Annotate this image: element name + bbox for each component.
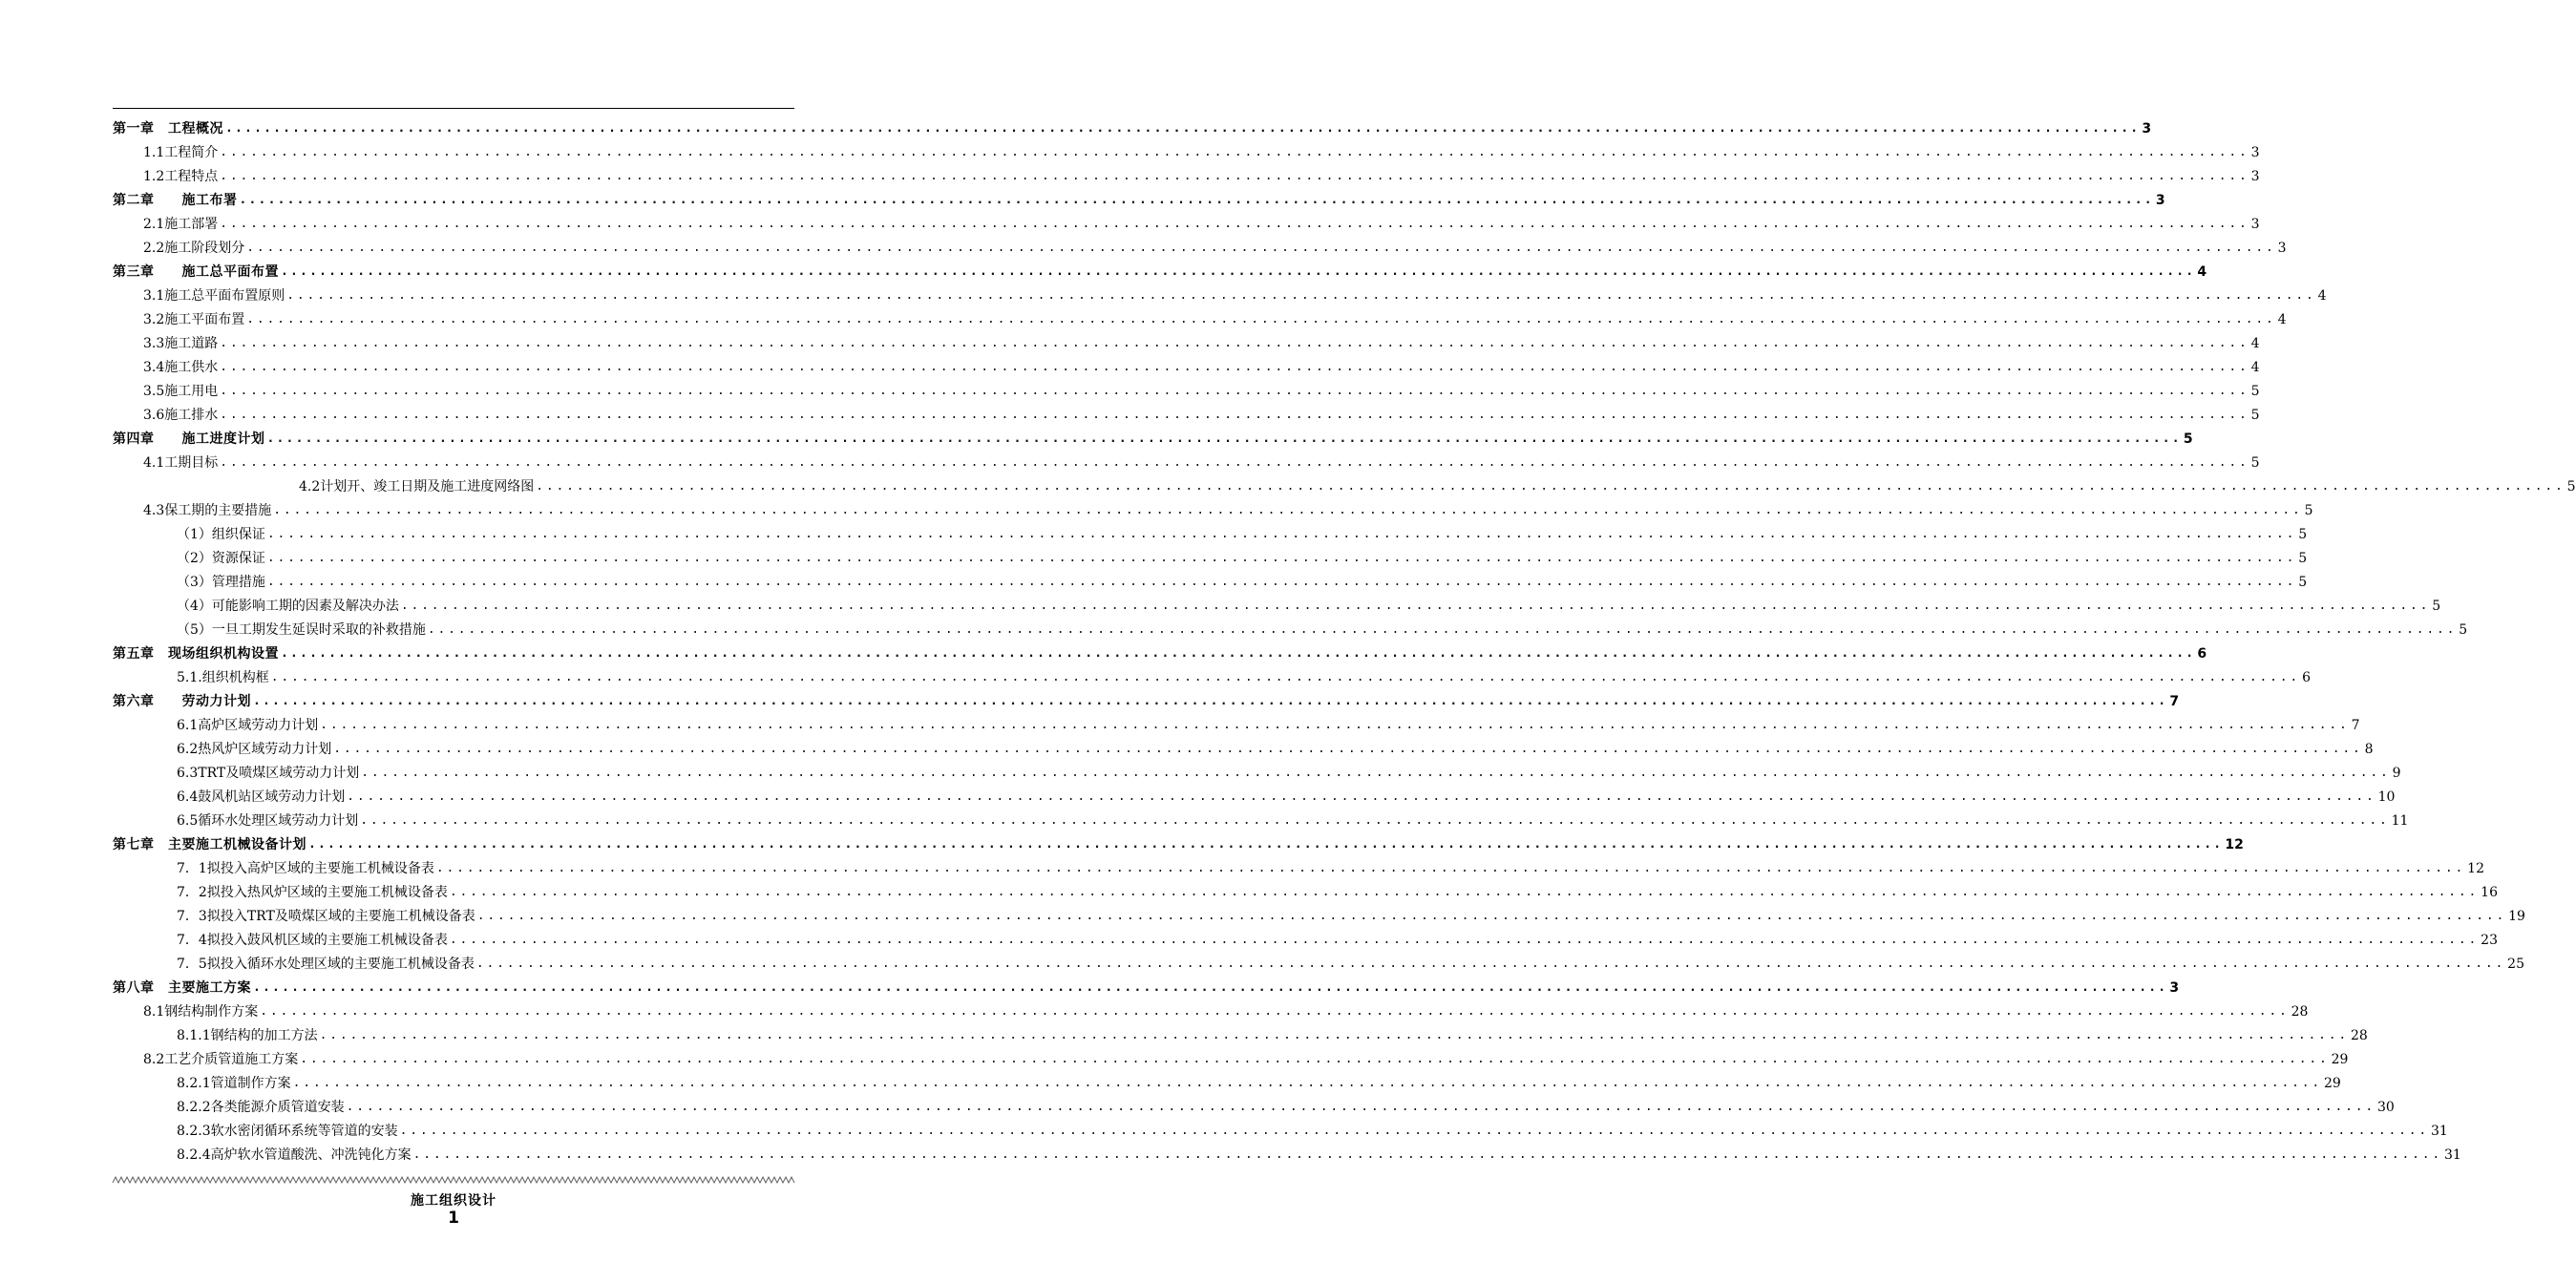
toc-entry-title: 7．1拟投入高炉区域的主要施工机械设备表 <box>177 861 434 876</box>
toc-section-entry[interactable] <box>177 1021 2368 1045</box>
toc-leader-dots: ........................................................................................................................................................................................................ <box>427 622 2458 637</box>
toc-leader-dots: ........................................................................................................................................................................................................ <box>246 241 2276 255</box>
toc-section-entry[interactable] <box>177 735 2374 759</box>
toc-entry-title: 8.2.1管道制作方案 <box>177 1076 291 1091</box>
toc-leader-dots: ........................................................................................................................................................................................................ <box>266 431 2182 446</box>
toc-entry-title: 7．2拟投入热风炉区域的主要施工机械设备表 <box>177 885 448 900</box>
toc-page-number: 9 <box>2392 766 2401 781</box>
toc-section-entry[interactable] <box>177 759 2401 783</box>
toc-leader-dots: ........................................................................................................................................................................................................ <box>253 980 2168 995</box>
toc-page-number: 5 <box>2432 599 2441 614</box>
toc-leader-dots: ........................................................................................................................................................................................................ <box>346 1100 2375 1114</box>
toc-entry-title: 第一章 工程概况 <box>113 121 223 137</box>
toc-entry-title: 8.2工艺介质管道施工方案 <box>143 1052 299 1067</box>
toc-leader-dots: ........................................................................................................................................................................................................ <box>308 837 2224 852</box>
toc-page-number: 3 <box>2250 217 2260 232</box>
toc-chapter-entry[interactable] <box>113 687 2180 711</box>
toc-entry-title: 4.1工期目标 <box>143 455 219 471</box>
toc-leader-dots: ........................................................................................................................................................................................................ <box>220 145 2249 159</box>
toc-page-number: 5 <box>2298 527 2308 542</box>
toc-entry-title: 6.2热风炉区域劳动力计划 <box>177 742 332 757</box>
toc-section-entry[interactable] <box>177 711 2360 735</box>
toc-page-number: 11 <box>2391 813 2409 829</box>
toc-entry-title: 8.1.1钢结构的加工方法 <box>177 1028 318 1043</box>
toc-section-entry[interactable] <box>177 854 2484 878</box>
toc-section-entry[interactable] <box>143 353 2260 377</box>
toc-page-number: 3 <box>2250 169 2260 184</box>
toc-page-number: 3 <box>2169 980 2180 996</box>
toc-page-number: 29 <box>2331 1052 2349 1067</box>
toc-leader-dots: ........................................................................................................................................................................................................ <box>225 121 2141 136</box>
toc-chapter-entry[interactable] <box>113 186 2165 210</box>
toc-page-number: 12 <box>2467 861 2484 876</box>
toc-page-number: 5 <box>2183 431 2193 447</box>
toc-page-number: 5 <box>2298 575 2308 590</box>
toc-entry-title: 8.2.2各类能源介质管道安装 <box>177 1100 345 1115</box>
toc-leader-dots: ........................................................................................................................................................................................................ <box>320 718 2350 732</box>
toc-page-number: 3 <box>2142 121 2152 137</box>
toc-page-number: 6 <box>2302 670 2311 685</box>
toc-entry-title: 6.1高炉区域劳动力计划 <box>177 718 319 733</box>
toc-entry-title: （2）资源保证 <box>177 551 265 566</box>
toc-entry-title: 7．5拟投入循环水处理区域的主要施工机械设备表 <box>177 957 475 972</box>
toc-leader-dots: ........................................................................................................................................................................................................ <box>220 217 2249 231</box>
toc-leader-dots: ........................................................................................................................................................................................................ <box>220 336 2249 350</box>
toc-page-number: 5 <box>2298 551 2308 566</box>
toc-leader-dots: ........................................................................................................................................................................................................ <box>266 575 2297 589</box>
toc-entry-title: （3）管理措施 <box>177 575 265 590</box>
toc-section-entry[interactable] <box>143 449 2260 473</box>
toc-page-number: 7 <box>2169 694 2180 709</box>
toc-section-entry[interactable] <box>177 663 2311 687</box>
toc-leader-dots: ........................................................................................................................................................................................................ <box>220 360 2249 374</box>
toc-leader-dots: ........................................................................................................................................................................................................ <box>292 1076 2322 1090</box>
toc-section-entry[interactable] <box>143 329 2260 353</box>
toc-leader-dots: ........................................................................................................................................................................................................ <box>360 813 2390 828</box>
toc-page-number: 5 <box>2250 408 2260 423</box>
toc-entry-title: 4.2计划开、竣工日期及施工进度网络图 <box>299 479 535 494</box>
toc-section-entry[interactable] <box>177 902 2525 926</box>
toc-leader-dots: ........................................................................................................................................................................................................ <box>220 384 2249 398</box>
toc-leader-dots: ........................................................................................................................................................................................................ <box>260 1004 2290 1019</box>
toc-chapter-entry[interactable] <box>113 974 2180 998</box>
toc-entry-title: 7．3拟投入TRT及喷煤区域的主要施工机械设备表 <box>177 909 475 924</box>
toc-page-number: 12 <box>2225 837 2244 852</box>
toc-section-entry[interactable] <box>143 998 2309 1021</box>
toc-page-number: 3 <box>2277 241 2287 256</box>
toc-leader-dots: ........................................................................................................................................................................................................ <box>536 479 2565 494</box>
toc-page-number: 19 <box>2508 909 2525 924</box>
toc-leader-dots: ........................................................................................................................................................................................................ <box>266 527 2297 541</box>
toc-leader-dots: ........................................................................................................................................................................................................ <box>449 885 2480 899</box>
toc-chapter-entry[interactable] <box>113 425 2193 449</box>
toc-page-number: 3 <box>2155 193 2165 208</box>
toc-page-number: 4 <box>2250 336 2260 351</box>
toc-section-entry[interactable] <box>177 544 2308 568</box>
toc-chapter-entry[interactable] <box>113 115 2152 138</box>
toc-entry-title: 8.2.3软水密闭循环系统等管道的安装 <box>177 1124 398 1139</box>
top-rule <box>113 108 794 109</box>
toc-section-entry[interactable] <box>177 1117 2448 1141</box>
toc-entry-title: 8.1钢结构制作方案 <box>143 1004 259 1020</box>
toc-chapter-entry[interactable] <box>113 831 2244 854</box>
toc-section-entry[interactable] <box>143 210 2260 234</box>
toc-section-entry[interactable] <box>177 1141 2461 1165</box>
toc-page-number: 4 <box>2197 264 2207 280</box>
toc-leader-dots: ........................................................................................................................................................................................................ <box>270 670 2301 684</box>
toc-page-number: 4 <box>2317 288 2327 304</box>
footer-wave-divider <box>113 1175 794 1185</box>
toc-section-entry[interactable] <box>177 1093 2395 1117</box>
toc-page-number: 25 <box>2507 957 2524 972</box>
toc-leader-dots: ........................................................................................................................................................................................................ <box>399 1124 2429 1138</box>
toc-section-entry[interactable] <box>177 878 2498 902</box>
toc-entry-title: 6.4鼓风机站区域劳动力计划 <box>177 789 346 805</box>
toc-entry-title: 4.3保工期的主要措施 <box>143 503 272 518</box>
toc-leader-dots: ........................................................................................................................................................................................................ <box>300 1052 2330 1066</box>
toc-entry-title: （5）一旦工期发生延误时采取的补救措施 <box>177 622 426 638</box>
toc-page-number: 10 <box>2377 789 2396 805</box>
toc-entry-title: 3.2施工平面布置 <box>143 312 245 327</box>
toc-entry-title: 2.1施工部署 <box>143 217 219 232</box>
toc-section-entry[interactable] <box>143 282 2327 305</box>
toc-section-entry[interactable] <box>177 926 2498 950</box>
toc-leader-dots: ........................................................................................................................................................................................................ <box>449 933 2480 947</box>
toc-leader-dots: ........................................................................................................................................................................................................ <box>319 1028 2349 1042</box>
toc-page-number: 6 <box>2197 646 2207 662</box>
toc-entry-title: 3.6施工排水 <box>143 408 219 423</box>
toc-page-number: 5 <box>2250 384 2260 399</box>
toc-entry-title: 6.3TRT及喷煤区域劳动力计划 <box>177 766 360 781</box>
toc-entry-title: 第七章 主要施工机械设备计划 <box>113 837 306 852</box>
toc-entry-title: （4）可能影响工期的因素及解决办法 <box>177 599 399 614</box>
toc-entry-title: 3.3施工道路 <box>143 336 219 351</box>
toc-section-entry[interactable] <box>143 138 2260 162</box>
toc-section-entry[interactable] <box>177 807 2409 831</box>
toc-entry-title: 7．4拟投入鼓风机区域的主要施工机械设备表 <box>177 933 448 948</box>
toc-leader-dots: ........................................................................................................................................................................................................ <box>412 1147 2442 1162</box>
toc-entry-title: 第六章 劳动力计划 <box>113 694 251 709</box>
toc-leader-dots: ........................................................................................................................................................................................................ <box>400 599 2431 613</box>
toc-page-number: 28 <box>2291 1004 2309 1020</box>
toc-leader-dots: ........................................................................................................................................................................................................ <box>266 551 2297 565</box>
toc-section-entry[interactable] <box>177 616 2468 640</box>
toc-page-number: 5 <box>2304 503 2313 518</box>
toc-section-entry[interactable] <box>143 234 2287 258</box>
toc-leader-dots: ........................................................................................................................................................................................................ <box>435 861 2466 875</box>
toc-chapter-entry[interactable] <box>113 640 2207 663</box>
toc-entry-title: 第四章 施工进度计划 <box>113 431 265 447</box>
toc-section-entry[interactable] <box>177 950 2524 974</box>
toc-section-entry[interactable] <box>143 305 2287 329</box>
toc-section-entry[interactable] <box>299 473 2576 496</box>
toc-leader-dots: ........................................................................................................................................................................................................ <box>220 455 2249 470</box>
toc-chapter-entry[interactable] <box>113 258 2207 282</box>
toc-entry-title: 第五章 现场组织机构设置 <box>113 646 279 662</box>
toc-page-number: 5 <box>2459 622 2468 638</box>
toc-section-entry[interactable] <box>177 520 2308 544</box>
toc-page-number: 7 <box>2351 718 2360 733</box>
toc-page-number: 29 <box>2323 1076 2341 1091</box>
toc-leader-dots: ........................................................................................................................................................................................................ <box>286 288 2316 303</box>
toc-page-number: 5 <box>2566 479 2576 494</box>
toc-leader-dots: ........................................................................................................................................................................................................ <box>361 766 2391 780</box>
footer-page-number: 1 <box>448 1209 459 1228</box>
toc-leader-dots: ........................................................................................................................................................................................................ <box>246 312 2276 326</box>
toc-section-entry[interactable] <box>143 401 2260 425</box>
toc-entry-title: （1）组织保证 <box>177 527 265 542</box>
footer-title: 施工组织设计 <box>411 1193 496 1209</box>
toc-section-entry[interactable] <box>177 783 2396 807</box>
toc-leader-dots: ........................................................................................................................................................................................................ <box>220 169 2249 183</box>
toc-section-entry[interactable] <box>177 592 2441 616</box>
toc-page-number: 4 <box>2250 360 2260 375</box>
toc-section-entry[interactable] <box>143 496 2313 520</box>
toc-entry-title: 3.4施工供水 <box>143 360 219 375</box>
toc-entry-title: 6.5循环水处理区域劳动力计划 <box>177 813 359 829</box>
toc-entry-title: 第二章 施工布署 <box>113 193 238 208</box>
toc-page-number: 3 <box>2250 145 2260 160</box>
toc-section-entry[interactable] <box>177 568 2308 592</box>
toc-section-entry[interactable] <box>143 1045 2349 1069</box>
toc-leader-dots: ........................................................................................................................................................................................................ <box>281 646 2196 661</box>
toc-entry-title: 第三章 施工总平面布置 <box>113 264 279 280</box>
toc-leader-dots: ........................................................................................................................................................................................................ <box>476 909 2507 923</box>
toc-entry-title: 3.1施工总平面布置原则 <box>143 288 285 304</box>
toc-entry-title: 1.1工程简介 <box>143 145 219 160</box>
toc-section-entry[interactable] <box>143 377 2260 401</box>
toc-entry-title: 第八章 主要施工方案 <box>113 980 251 996</box>
toc-page-number: 30 <box>2376 1100 2395 1115</box>
toc-entry-title: 1.2工程特点 <box>143 169 219 184</box>
toc-leader-dots: ........................................................................................................................................................................................................ <box>253 694 2168 708</box>
toc-leader-dots: ........................................................................................................................................................................................................ <box>281 264 2196 279</box>
toc-section-entry[interactable] <box>143 162 2260 186</box>
toc-page-number: 28 <box>2350 1028 2368 1043</box>
toc-leader-dots: ........................................................................................................................................................................................................ <box>333 742 2363 756</box>
toc-page-number: 8 <box>2364 742 2374 757</box>
toc-page-number: 31 <box>2443 1147 2461 1163</box>
toc-leader-dots: ........................................................................................................................................................................................................ <box>475 957 2506 971</box>
toc-leader-dots: ........................................................................................................................................................................................................ <box>220 408 2249 422</box>
toc-leader-dots: ........................................................................................................................................................................................................ <box>273 503 2303 517</box>
toc-page-number: 23 <box>2481 933 2498 948</box>
toc-page-number: 4 <box>2277 312 2287 327</box>
toc-page-number: 5 <box>2250 455 2260 471</box>
toc-section-entry[interactable] <box>177 1069 2341 1093</box>
toc-entry-title: 2.2施工阶段划分 <box>143 241 245 256</box>
toc-leader-dots: ........................................................................................................................................................................................................ <box>239 193 2154 207</box>
toc-page-number: 16 <box>2481 885 2498 900</box>
toc-page-number: 31 <box>2430 1124 2448 1139</box>
toc-entry-title: 3.5施工用电 <box>143 384 219 399</box>
toc-entry-title: 5.1.组织机构框 <box>177 670 269 685</box>
toc-leader-dots: ........................................................................................................................................................................................................ <box>347 789 2376 804</box>
toc-entry-title: 8.2.4高炉软水管道酸洗、冲洗钝化方案 <box>177 1147 412 1163</box>
